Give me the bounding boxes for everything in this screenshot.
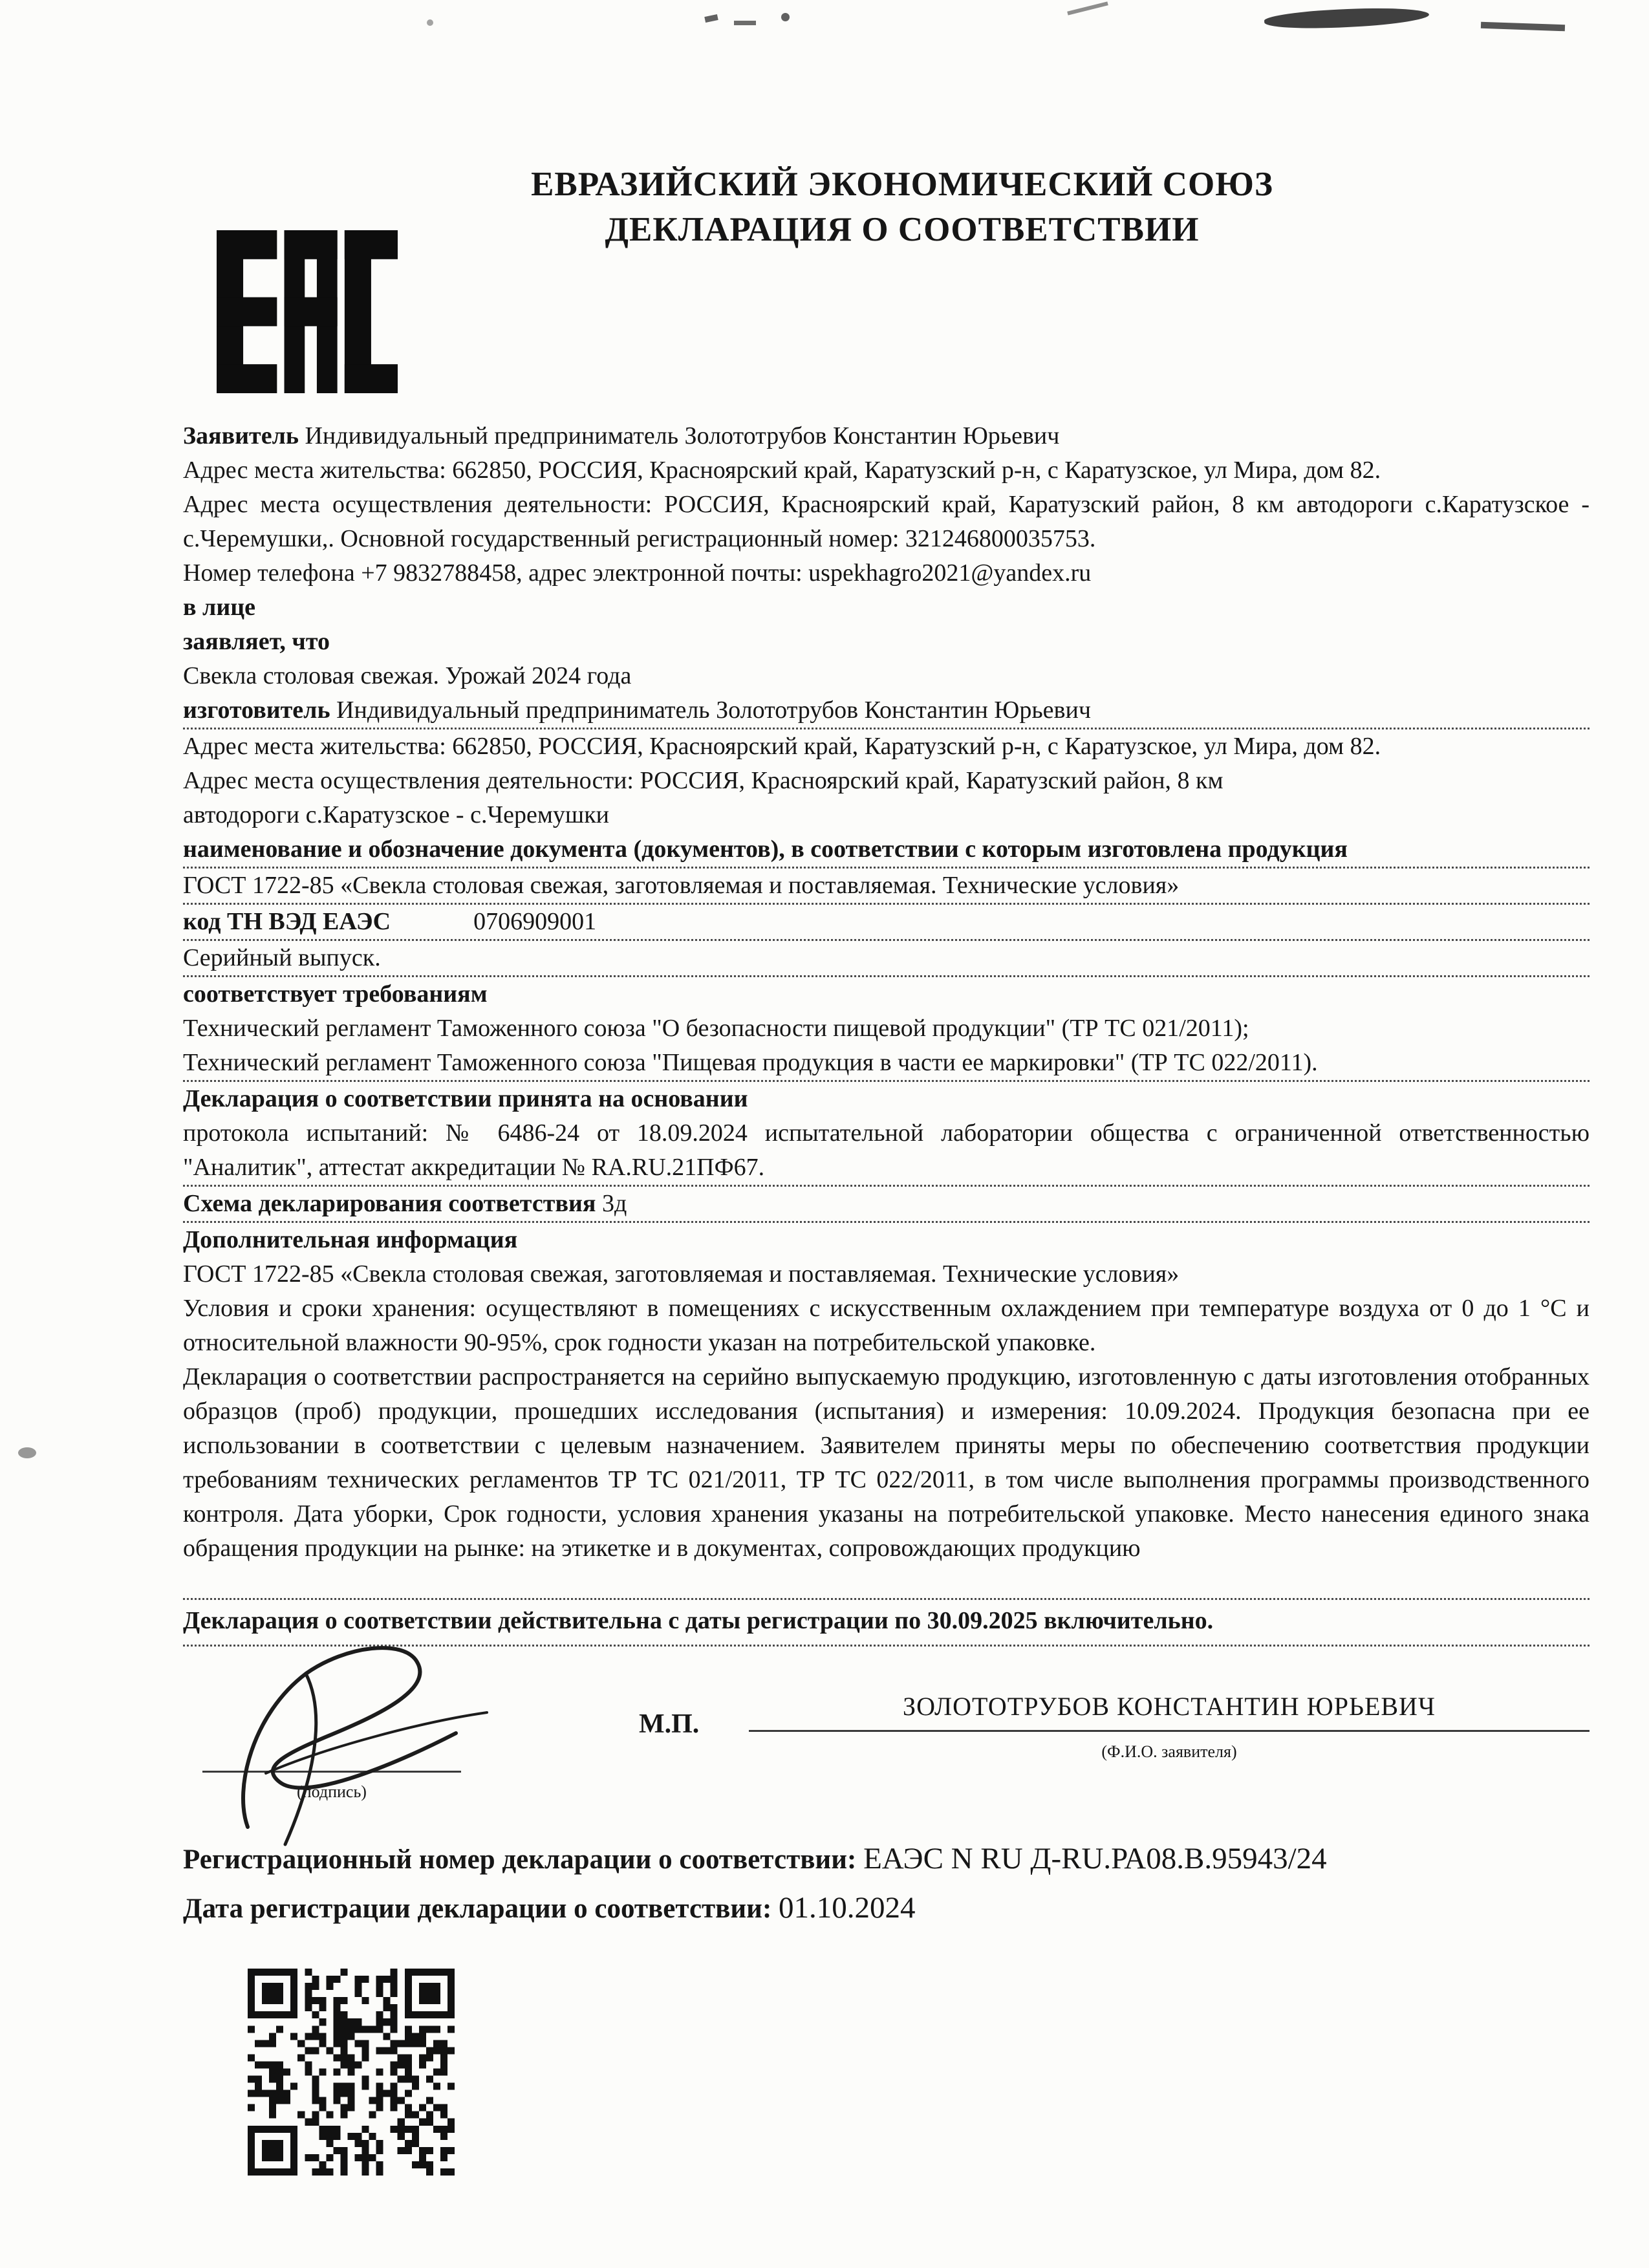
basis-heading: Декларация о соответствии принята на основании bbox=[183, 1085, 748, 1112]
gost-line: ГОСТ 1722-85 «Свекла столовая свежая, заготовляемая и поставляемая. Технические условия» bbox=[183, 869, 1590, 905]
regulation-2: Технический регламент Таможенного союза "Пищевая продукция в части ее маркировки" (ТР ТС 022/2011). bbox=[183, 1046, 1590, 1082]
signature-caption: (подпись) bbox=[202, 1771, 461, 1809]
declares-label: заявляет, что bbox=[183, 628, 330, 655]
manufacturer-name: Индивидуальный предприниматель Золототрубов Константин Юрьевич bbox=[336, 697, 1091, 724]
applicant-contacts: Номер телефона +7 9832788458, адрес электронной почты: uspekhagro2021@yandex.ru bbox=[183, 559, 1092, 587]
manufacturer-activity-line2: автодороги с.Каратузское - с.Черемушки bbox=[183, 801, 609, 828]
product-name: Свекла столовая свежая. Урожай 2024 года bbox=[183, 662, 632, 689]
registration-number-value: ЕАЭС N RU Д-RU.РА08.В.95943/24 bbox=[863, 1842, 1327, 1875]
scan-artifact bbox=[18, 1447, 36, 1458]
document-title: ДЕКЛАРАЦИЯ О СООТВЕТСТВИИ bbox=[605, 211, 1200, 248]
storage-conditions: Условия и сроки хранения: осуществляют в помещениях с искусственным охлаждением при температуре воздуха от 0 до 1 °С и относительной влажности 90-95%, срок годности указан на потребительской упаковке. bbox=[183, 1295, 1590, 1356]
additional-heading: Дополнительная информация bbox=[183, 1226, 518, 1253]
additional-gost: ГОСТ 1722-85 «Свекла столовая свежая, заготовляемая и поставляемая. Технические условия» bbox=[183, 1260, 1180, 1288]
registration-date-line bbox=[183, 1884, 1590, 1933]
union-title: ЕВРАЗИЙСКИЙ ЭКОНОМИЧЕСКИЙ СОЮЗ bbox=[531, 166, 1273, 203]
signature-area bbox=[183, 1656, 1590, 1827]
registration-number-label: Регистрационный номер декларации о соответствии: bbox=[183, 1844, 857, 1875]
registration-date-label: Дата регистрации декларации о соответствии: bbox=[183, 1894, 772, 1924]
manufacturer-line bbox=[183, 693, 1590, 729]
protocol-text: протокола испытаний: № 6486-24 от 18.09.2024 испытательной лаборатории общества с ограниченной ответственностью "Аналитик", аттестат аккредитации № RA.RU.21ПФ67. bbox=[183, 1116, 1590, 1187]
document-body bbox=[183, 414, 1590, 2176]
tnved-label: код ТН ВЭД ЕАЭС bbox=[183, 908, 391, 935]
validity-statement: Декларация о соответствии действительна с даты регистрации по 30.09.2025 включительно. bbox=[183, 1598, 1590, 1647]
manufacturer-label: изготовитель bbox=[183, 697, 330, 724]
qr-code-image bbox=[248, 1969, 455, 2176]
handwritten-signature bbox=[209, 1636, 623, 1850]
signer-name: ЗОЛОТОТРУБОВ КОНСТАНТИН ЮРЬЕВИЧ bbox=[749, 1689, 1590, 1732]
applicant-activity: Адрес места осуществления деятельности: РОССИЯ, Красноярский край, Каратузский район, 8 км автодороги с.Каратузское - с.Черемушки,. Основной государственный регистрационный номер: 321246800035753. bbox=[183, 491, 1590, 552]
qr-code bbox=[248, 1969, 455, 2176]
docs-heading: наименование и обозначение документа (документов), в соответствии с которым изготовлена продукция bbox=[183, 832, 1590, 869]
manufacturer-residence: Адрес места жительства: 662850, РОССИЯ, Красноярский край, Каратузский р-н, с Каратузское, ул Мира, дом 82. bbox=[183, 733, 1381, 760]
scheme-label: Схема декларирования соответствия bbox=[183, 1190, 596, 1217]
signer-caption: (Ф.И.О. заявителя) bbox=[1101, 1742, 1237, 1761]
serial-line: Серийный выпуск. bbox=[183, 941, 1590, 977]
scheme-value: 3д bbox=[601, 1190, 627, 1217]
registration-date-value: 01.10.2024 bbox=[779, 1891, 916, 1925]
tnved-code: 0706909001 bbox=[473, 908, 597, 935]
document-titles bbox=[155, 162, 1649, 252]
stamp-place-label: М.П. bbox=[639, 1709, 700, 1739]
signer-block bbox=[749, 1689, 1590, 1769]
in-person-label: в лице bbox=[183, 594, 255, 621]
applicant-label: Заявитель bbox=[183, 422, 299, 449]
compliance-heading: соответствует требованиям bbox=[183, 980, 488, 1008]
applicant-name: Индивидуальный предприниматель Золототрубов Константин Юрьевич bbox=[305, 422, 1060, 449]
document-header bbox=[0, 0, 1649, 414]
applicant-residence: Адрес места жительства: 662850, РОССИЯ, Красноярский край, Каратузский р-н, с Каратузское, ул Мира, дом 82. bbox=[183, 457, 1381, 484]
applicant-line bbox=[183, 419, 1590, 453]
additional-details: Декларация о соответствии распространяется на серийно выпускаемую продукцию, изготовленную с даты изготовления отобранных образцов (проб) продукции, прошедших исследования (испытания) и измерения: 10.09.2024. Продукция безопасна при ее использовании в соответствии с целевым назначением. Заявителем приняты меры по обеспечению соответствия продукции требованиям технических регламентов ТР ТС 021/2011, ТР ТС 022/2011, в том числе выполнения программы производственного контроля. Дата уборки, Срок годности, условия хранения указаны на потребительской упаковке. Место нанесения единого знака обращения продукции на рынке: на этикетке и в документах, сопровождающих продукцию bbox=[183, 1363, 1590, 1562]
scheme-line bbox=[183, 1187, 1590, 1223]
tnved-line bbox=[183, 905, 1590, 941]
regulation-1: Технический регламент Таможенного союза "О безопасности пищевой продукции" (ТР ТС 021/2011); bbox=[183, 1015, 1249, 1042]
manufacturer-activity-line1: Адрес места осуществления деятельности: РОССИЯ, Красноярский край, Каратузский район, 8 км bbox=[183, 767, 1223, 794]
